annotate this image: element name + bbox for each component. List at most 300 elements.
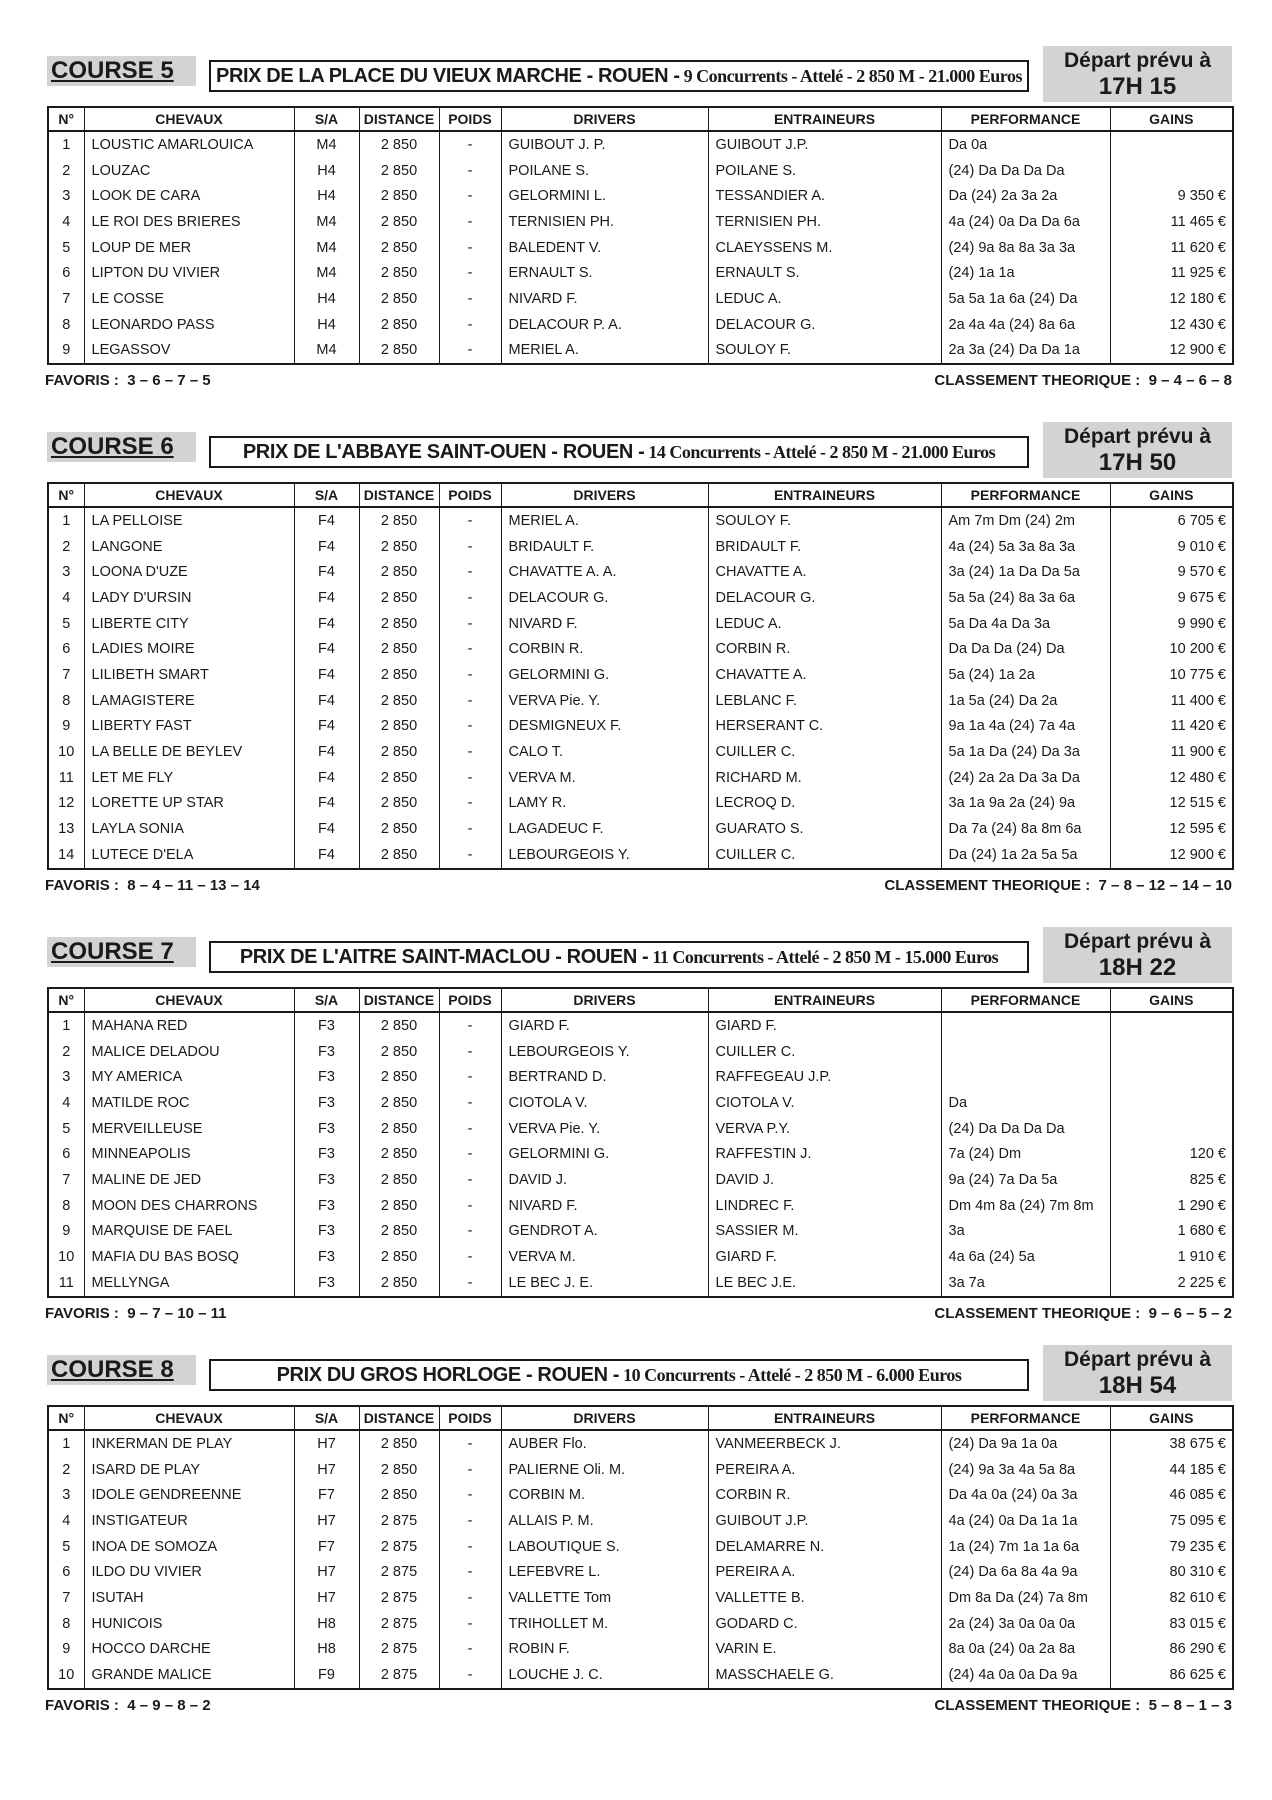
cell-horse: LA PELLOISE <box>84 507 294 534</box>
cell-trainer: GODARD C. <box>708 1611 941 1637</box>
cell-distance: 2 850 <box>359 1167 439 1193</box>
cell-gains: 9 990 € <box>1110 611 1233 637</box>
cell-gains: 12 515 € <box>1110 791 1233 817</box>
cell-sex-age: F3 <box>294 1219 359 1245</box>
cell-weight: - <box>439 714 501 740</box>
cell-distance: 2 850 <box>359 1270 439 1297</box>
cell-driver: VERVA M. <box>501 1244 708 1270</box>
table-row <box>48 739 1233 765</box>
column-header: PERFORMANCE <box>941 107 1110 131</box>
course-subtitle: 11 Concurrents - Attelé - 2 850 M - 15.000 Euros <box>652 946 999 967</box>
runners-table <box>47 106 1234 365</box>
table-header <box>48 1406 1233 1430</box>
column-header: DISTANCE <box>359 1406 439 1430</box>
cell-distance: 2 850 <box>359 286 439 312</box>
cell-horse: MATILDE ROC <box>84 1090 294 1116</box>
column-header: DRIVERS <box>501 107 708 131</box>
cell-horse: MOON DES CHARRONS <box>84 1193 294 1219</box>
cell-horse: LOUZAC <box>84 158 294 184</box>
course-header <box>47 40 1232 106</box>
cell-gains: 9 675 € <box>1110 585 1233 611</box>
cell-distance: 2 850 <box>359 1090 439 1116</box>
cell-performance: 1a (24) 7m 1a 1a 6a <box>941 1534 1110 1560</box>
cell-gains: 46 085 € <box>1110 1482 1233 1508</box>
course-name: COURSE 5 <box>47 56 196 86</box>
course-title-box <box>209 60 1029 92</box>
cell-performance: 4a (24) 5a 3a 8a 3a <box>941 534 1110 560</box>
cell-trainer: VANMEERBECK J. <box>708 1430 941 1457</box>
course-name: COURSE 8 <box>47 1355 196 1385</box>
cell-gains: 9 350 € <box>1110 183 1233 209</box>
cell-performance: Dm 8a Da (24) 7a 8m <box>941 1585 1110 1611</box>
cell-driver: LABOUTIQUE S. <box>501 1534 708 1560</box>
course-title-box <box>209 436 1029 468</box>
cell-sex-age: F4 <box>294 791 359 817</box>
cell-trainer: CUILLER C. <box>708 739 941 765</box>
cell-sex-age: F4 <box>294 559 359 585</box>
cell-trainer: VARIN E. <box>708 1637 941 1663</box>
cell-number: 5 <box>62 239 71 256</box>
cell-gains <box>1110 1064 1233 1090</box>
cell-gains: 10 775 € <box>1110 662 1233 688</box>
cell-distance: 2 850 <box>359 235 439 261</box>
cell-driver: CORBIN M. <box>501 1482 708 1508</box>
cell-trainer: ERNAULT S. <box>708 260 941 286</box>
cell-number: 5 <box>62 1120 71 1137</box>
cell-distance: 2 850 <box>359 636 439 662</box>
course-title-box <box>209 941 1029 973</box>
cell-sex-age: F7 <box>294 1534 359 1560</box>
table-row <box>48 1219 1233 1245</box>
cell-horse: HOCCO DARCHE <box>84 1637 294 1663</box>
cell-horse: MAHANA RED <box>84 1012 294 1039</box>
cell-sex-age: M4 <box>294 260 359 286</box>
cell-gains: 44 185 € <box>1110 1457 1233 1483</box>
table-row <box>48 1244 1233 1270</box>
favoris-values: 9 – 7 – 10 – 11 <box>127 1304 227 1322</box>
cell-trainer: RICHARD M. <box>708 765 941 791</box>
cell-distance: 2 850 <box>359 688 439 714</box>
cell-distance: 2 850 <box>359 662 439 688</box>
cell-horse: LORETTE UP STAR <box>84 791 294 817</box>
column-header: ENTRAINEURS <box>708 1406 941 1430</box>
column-header: DRIVERS <box>501 483 708 507</box>
cell-trainer: LE BEC J.E. <box>708 1270 941 1297</box>
cell-driver: BERTRAND D. <box>501 1064 708 1090</box>
cell-number: 7 <box>62 1171 71 1188</box>
cell-number: 3 <box>62 1069 71 1086</box>
table-row <box>48 286 1233 312</box>
table-row <box>48 1012 1233 1039</box>
column-header: N° <box>48 988 84 1012</box>
cell-number: 10 <box>58 1667 75 1684</box>
cell-trainer: CHAVATTE A. <box>708 662 941 688</box>
table-row <box>48 1482 1233 1508</box>
cell-performance: 5a (24) 1a 2a <box>941 662 1110 688</box>
cell-driver: PALIERNE Oli. M. <box>501 1457 708 1483</box>
cell-horse: LADY D'URSIN <box>84 585 294 611</box>
table-row <box>48 1611 1233 1637</box>
cell-number: 8 <box>62 692 71 709</box>
cell-horse: ISUTAH <box>84 1585 294 1611</box>
cell-performance: Da (24) 2a 3a 2a <box>941 183 1110 209</box>
cell-trainer: HERSERANT C. <box>708 714 941 740</box>
course-header <box>47 1339 1232 1405</box>
cell-gains: 12 900 € <box>1110 842 1233 869</box>
course-subtitle: 14 Concurrents - Attelé - 2 850 M - 21.000 Euros <box>648 441 996 462</box>
table-row <box>48 791 1233 817</box>
cell-distance: 2 875 <box>359 1637 439 1663</box>
cell-number: 2 <box>62 162 71 179</box>
cell-distance: 2 850 <box>359 260 439 286</box>
cell-driver: CIOTOLA V. <box>501 1090 708 1116</box>
cell-number: 7 <box>62 666 71 683</box>
cell-driver: BALEDENT V. <box>501 235 708 261</box>
cell-gains: 86 625 € <box>1110 1662 1233 1689</box>
cell-weight: - <box>439 1662 501 1689</box>
favoris <box>45 1697 211 1714</box>
cell-trainer: RAFFEGEAU J.P. <box>708 1064 941 1090</box>
cell-trainer: PEREIRA A. <box>708 1457 941 1483</box>
cell-number: 9 <box>62 718 71 735</box>
cell-distance: 2 850 <box>359 1430 439 1457</box>
table-row <box>48 158 1233 184</box>
cell-distance: 2 850 <box>359 158 439 184</box>
cell-sex-age: F4 <box>294 611 359 637</box>
cell-number: 6 <box>62 265 71 282</box>
cell-weight: - <box>439 158 501 184</box>
cell-weight: - <box>439 1039 501 1065</box>
cell-horse: LANGONE <box>84 534 294 560</box>
table-body <box>48 507 1233 869</box>
cell-number: 1 <box>62 136 71 153</box>
table-row <box>48 1167 1233 1193</box>
cell-driver: POILANE S. <box>501 158 708 184</box>
cell-weight: - <box>439 1559 501 1585</box>
cell-horse: LAYLA SONIA <box>84 816 294 842</box>
column-header: ENTRAINEURS <box>708 988 941 1012</box>
cell-weight: - <box>439 842 501 869</box>
cell-trainer: SASSIER M. <box>708 1219 941 1245</box>
cell-driver: BRIDAULT F. <box>501 534 708 560</box>
cell-performance: 4a 6a (24) 5a <box>941 1244 1110 1270</box>
cell-horse: LIPTON DU VIVIER <box>84 260 294 286</box>
cell-gains: 80 310 € <box>1110 1559 1233 1585</box>
course-header <box>47 921 1232 987</box>
table-row <box>48 1662 1233 1689</box>
cell-driver: VERVA Pie. Y. <box>501 1116 708 1142</box>
cell-performance: 5a 5a (24) 8a 3a 6a <box>941 585 1110 611</box>
cell-gains: 12 430 € <box>1110 312 1233 338</box>
cell-performance: Da Da Da (24) Da <box>941 636 1110 662</box>
classement-theorique <box>934 1697 1232 1714</box>
table-body <box>48 1430 1233 1689</box>
column-header: CHEVAUX <box>84 107 294 131</box>
cell-horse: LADIES MOIRE <box>84 636 294 662</box>
table-row <box>48 1064 1233 1090</box>
table-row <box>48 611 1233 637</box>
cell-gains: 12 180 € <box>1110 286 1233 312</box>
cell-sex-age: H7 <box>294 1457 359 1483</box>
cell-horse: LOOK DE CARA <box>84 183 294 209</box>
cell-gains: 11 465 € <box>1110 209 1233 235</box>
cell-trainer: VALLETTE B. <box>708 1585 941 1611</box>
cell-distance: 2 850 <box>359 765 439 791</box>
cell-horse: LE ROI DES BRIERES <box>84 209 294 235</box>
cell-driver: CALO T. <box>501 739 708 765</box>
cell-number: 6 <box>62 641 71 658</box>
column-header: ENTRAINEURS <box>708 483 941 507</box>
column-header: ENTRAINEURS <box>708 107 941 131</box>
classement-values: 7 – 8 – 12 – 14 – 10 <box>1098 876 1232 894</box>
course-footer <box>47 1298 1232 1326</box>
cell-distance: 2 875 <box>359 1662 439 1689</box>
cell-performance: 2a (24) 3a 0a 0a 0a <box>941 1611 1110 1637</box>
cell-horse: MERVEILLEUSE <box>84 1116 294 1142</box>
cell-gains: 82 610 € <box>1110 1585 1233 1611</box>
table-row <box>48 714 1233 740</box>
cell-distance: 2 850 <box>359 816 439 842</box>
cell-number: 1 <box>62 1435 71 1452</box>
cell-performance: 5a Da 4a Da 3a <box>941 611 1110 637</box>
cell-number: 14 <box>58 846 75 863</box>
cell-distance: 2 850 <box>359 1244 439 1270</box>
cell-number: 10 <box>58 744 75 761</box>
cell-sex-age: F3 <box>294 1270 359 1297</box>
cell-driver: LEFEBVRE L. <box>501 1559 708 1585</box>
cell-weight: - <box>439 183 501 209</box>
classement-theorique <box>934 1305 1232 1322</box>
cell-gains: 1 910 € <box>1110 1244 1233 1270</box>
cell-horse: MELLYNGA <box>84 1270 294 1297</box>
cell-number: 11 <box>58 769 74 786</box>
cell-sex-age: F4 <box>294 636 359 662</box>
cell-trainer: LEDUC A. <box>708 611 941 637</box>
cell-sex-age: H4 <box>294 158 359 184</box>
table-row <box>48 1270 1233 1297</box>
cell-weight: - <box>439 1244 501 1270</box>
cell-number: 3 <box>62 188 71 205</box>
cell-performance <box>941 1064 1110 1090</box>
column-header: CHEVAUX <box>84 483 294 507</box>
departure-time: 18H 54 <box>1098 1372 1177 1399</box>
column-header: DISTANCE <box>359 483 439 507</box>
column-header: PERFORMANCE <box>941 483 1110 507</box>
cell-weight: - <box>439 765 501 791</box>
cell-trainer: DELACOUR G. <box>708 312 941 338</box>
cell-sex-age: H7 <box>294 1508 359 1534</box>
cell-weight: - <box>439 688 501 714</box>
cell-weight: - <box>439 260 501 286</box>
cell-weight: - <box>439 1430 501 1457</box>
cell-performance: (24) 2a 2a Da 3a Da <box>941 765 1110 791</box>
classement-label: CLASSEMENT THEORIQUE : <box>934 372 1141 390</box>
column-header: DISTANCE <box>359 107 439 131</box>
cell-trainer: CUILLER C. <box>708 842 941 869</box>
cell-performance: 3a 1a 9a 2a (24) 9a <box>941 791 1110 817</box>
course-6 <box>47 416 1232 917</box>
cell-sex-age: F3 <box>294 1064 359 1090</box>
cell-gains: 83 015 € <box>1110 1611 1233 1637</box>
cell-performance: 9a (24) 7a Da 5a <box>941 1167 1110 1193</box>
table-row <box>48 1116 1233 1142</box>
cell-performance: 4a (24) 0a Da 1a 1a <box>941 1508 1110 1534</box>
table-row <box>48 338 1233 365</box>
classement-label: CLASSEMENT THEORIQUE : <box>884 876 1091 894</box>
cell-driver: CORBIN R. <box>501 636 708 662</box>
cell-performance <box>941 1039 1110 1065</box>
cell-trainer: GUIBOUT J.P. <box>708 131 941 158</box>
column-header: GAINS <box>1110 483 1233 507</box>
cell-sex-age: F3 <box>294 1141 359 1167</box>
cell-driver: TERNISIEN PH. <box>501 209 708 235</box>
favoris-label: FAVORIS : <box>45 1304 119 1322</box>
classement-label: CLASSEMENT THEORIQUE : <box>934 1696 1141 1714</box>
cell-distance: 2 875 <box>359 1534 439 1560</box>
runners-table <box>47 1405 1234 1690</box>
cell-weight: - <box>439 1482 501 1508</box>
cell-sex-age: F3 <box>294 1193 359 1219</box>
cell-trainer: CHAVATTE A. <box>708 559 941 585</box>
table-row <box>48 1508 1233 1534</box>
cell-gains <box>1110 1116 1233 1142</box>
cell-number: 2 <box>62 1461 71 1478</box>
cell-gains: 10 200 € <box>1110 636 1233 662</box>
cell-number: 2 <box>62 538 71 555</box>
cell-distance: 2 850 <box>359 183 439 209</box>
cell-driver: GELORMINI G. <box>501 1141 708 1167</box>
cell-distance: 2 850 <box>359 131 439 158</box>
cell-gains <box>1110 131 1233 158</box>
cell-gains <box>1110 158 1233 184</box>
cell-driver: GENDROT A. <box>501 1219 708 1245</box>
cell-horse: GRANDE MALICE <box>84 1662 294 1689</box>
cell-gains: 11 420 € <box>1110 714 1233 740</box>
cell-sex-age: H7 <box>294 1430 359 1457</box>
column-header: POIDS <box>439 107 501 131</box>
table-row <box>48 1193 1233 1219</box>
cell-number: 10 <box>58 1249 75 1266</box>
cell-horse: MINNEAPOLIS <box>84 1141 294 1167</box>
cell-sex-age: F4 <box>294 662 359 688</box>
cell-horse: INKERMAN DE PLAY <box>84 1430 294 1457</box>
cell-number: 4 <box>62 1094 71 1111</box>
cell-gains: 86 290 € <box>1110 1637 1233 1663</box>
cell-weight: - <box>439 1167 501 1193</box>
cell-gains: 9 010 € <box>1110 534 1233 560</box>
cell-trainer: GIARD F. <box>708 1012 941 1039</box>
departure-box <box>1043 1345 1232 1401</box>
column-header: N° <box>48 1406 84 1430</box>
cell-number: 7 <box>62 1589 71 1606</box>
column-header: POIDS <box>439 483 501 507</box>
cell-number: 2 <box>62 1043 71 1060</box>
cell-horse: LOUP DE MER <box>84 235 294 261</box>
cell-gains: 1 680 € <box>1110 1219 1233 1245</box>
cell-sex-age: M4 <box>294 209 359 235</box>
cell-driver: LEBOURGEOIS Y. <box>501 842 708 869</box>
cell-distance: 2 875 <box>359 1559 439 1585</box>
cell-weight: - <box>439 662 501 688</box>
cell-gains: 11 925 € <box>1110 260 1233 286</box>
cell-weight: - <box>439 1457 501 1483</box>
cell-performance: 4a (24) 0a Da Da 6a <box>941 209 1110 235</box>
table-row <box>48 636 1233 662</box>
cell-weight: - <box>439 1064 501 1090</box>
course-title: PRIX DE LA PLACE DU VIEUX MARCHE - ROUEN - <box>216 64 680 87</box>
column-header: N° <box>48 483 84 507</box>
cell-distance: 2 850 <box>359 1193 439 1219</box>
cell-horse: ILDO DU VIVIER <box>84 1559 294 1585</box>
runners-table <box>47 987 1234 1298</box>
cell-sex-age: F4 <box>294 688 359 714</box>
cell-gains: 11 900 € <box>1110 739 1233 765</box>
column-header: GAINS <box>1110 107 1233 131</box>
cell-trainer: LEBLANC F. <box>708 688 941 714</box>
column-header: S/A <box>294 483 359 507</box>
cell-distance: 2 850 <box>359 338 439 365</box>
cell-sex-age: F4 <box>294 816 359 842</box>
cell-performance: 1a 5a (24) Da 2a <box>941 688 1110 714</box>
table-row <box>48 1585 1233 1611</box>
cell-horse: ISARD DE PLAY <box>84 1457 294 1483</box>
column-header: S/A <box>294 988 359 1012</box>
course-subtitle: 10 Concurrents - Attelé - 2 850 M - 6.000 Euros <box>623 1364 962 1385</box>
cell-number: 4 <box>62 213 71 230</box>
cell-driver: NIVARD F. <box>501 1193 708 1219</box>
cell-number: 12 <box>58 795 75 812</box>
table-row <box>48 816 1233 842</box>
cell-sex-age: F4 <box>294 765 359 791</box>
cell-number: 5 <box>62 1538 71 1555</box>
cell-horse: LEONARDO PASS <box>84 312 294 338</box>
cell-number: 5 <box>62 615 71 632</box>
cell-distance: 2 850 <box>359 585 439 611</box>
cell-number: 1 <box>62 512 71 529</box>
course-7 <box>47 921 1232 1335</box>
cell-horse: LEGASSOV <box>84 338 294 365</box>
cell-distance: 2 875 <box>359 1585 439 1611</box>
departure-box <box>1043 422 1232 478</box>
race-program-page <box>47 40 1232 1722</box>
table-row <box>48 1559 1233 1585</box>
cell-weight: - <box>439 1611 501 1637</box>
column-header: POIDS <box>439 988 501 1012</box>
departure-label: Départ prévu à <box>1063 49 1212 72</box>
cell-driver: LOUCHE J. C. <box>501 1662 708 1689</box>
cell-driver: DESMIGNEUX F. <box>501 714 708 740</box>
departure-box <box>1043 46 1232 102</box>
cell-horse: LOUSTIC AMARLOUICA <box>84 131 294 158</box>
cell-gains: 9 570 € <box>1110 559 1233 585</box>
cell-performance: (24) 9a 3a 4a 5a 8a <box>941 1457 1110 1483</box>
cell-performance: 5a 5a 1a 6a (24) Da <box>941 286 1110 312</box>
course-name: COURSE 7 <box>47 937 196 967</box>
cell-performance: Da <box>941 1090 1110 1116</box>
table-header <box>48 483 1233 507</box>
cell-horse: LET ME FLY <box>84 765 294 791</box>
cell-distance: 2 850 <box>359 1116 439 1142</box>
cell-driver: GELORMINI L. <box>501 183 708 209</box>
cell-driver: CHAVATTE A. A. <box>501 559 708 585</box>
cell-sex-age: H4 <box>294 286 359 312</box>
cell-performance: (24) 4a 0a 0a Da 9a <box>941 1662 1110 1689</box>
cell-horse: LOONA D'UZE <box>84 559 294 585</box>
cell-driver: ROBIN F. <box>501 1637 708 1663</box>
departure-time: 17H 15 <box>1098 73 1177 100</box>
cell-number: 8 <box>62 1615 71 1632</box>
cell-number: 6 <box>62 1564 71 1581</box>
